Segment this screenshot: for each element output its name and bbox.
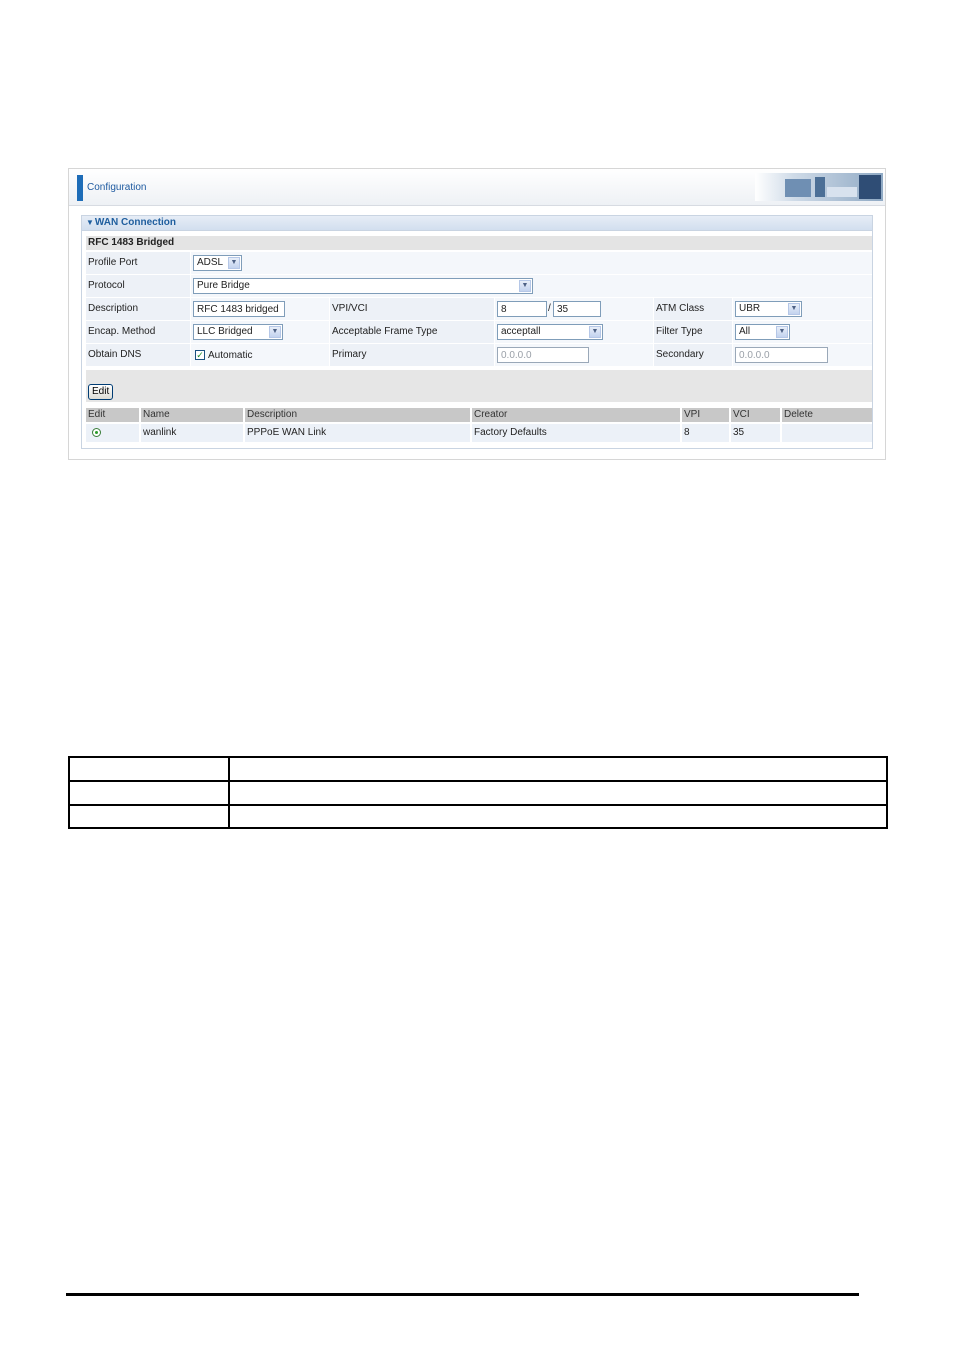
table-divider bbox=[70, 804, 886, 806]
secondary-label: Secondary bbox=[654, 344, 732, 366]
filter-type-value: All bbox=[739, 326, 751, 337]
section-title: RFC 1483 Bridged bbox=[86, 236, 872, 250]
col-header-name: Name bbox=[141, 408, 243, 422]
profile-port-value: ADSL bbox=[197, 257, 224, 268]
automatic-label: Automatic bbox=[208, 350, 253, 361]
atm-class-value: UBR bbox=[739, 303, 761, 314]
row-creator: Factory Defaults bbox=[472, 424, 680, 442]
panel-title: WAN Connection bbox=[94, 217, 177, 228]
checkbox-checked-icon[interactable]: ✓ bbox=[196, 350, 204, 360]
atm-class-select[interactable] bbox=[735, 301, 802, 317]
section-row bbox=[86, 236, 872, 250]
wan-connection-panel bbox=[81, 215, 873, 449]
filter-type-select[interactable] bbox=[735, 324, 790, 340]
chevron-down-icon: ▼ bbox=[776, 326, 788, 338]
frame-type-label: Acceptable Frame Type bbox=[330, 321, 494, 343]
triangle-down-icon: ▼ bbox=[86, 218, 94, 227]
description-input[interactable] bbox=[193, 301, 285, 317]
encap-method-value: LLC Bridged bbox=[197, 326, 253, 337]
protocol-cell bbox=[191, 275, 872, 297]
configuration-header-bar bbox=[69, 169, 885, 206]
chevron-down-icon: ▼ bbox=[519, 280, 531, 292]
protocol-value: Pure Bridge bbox=[197, 280, 250, 291]
row-edit-cell bbox=[86, 424, 139, 442]
chevron-down-icon: ▼ bbox=[228, 257, 240, 269]
chevron-down-icon: ▼ bbox=[269, 326, 281, 338]
vpi-vci-cell bbox=[495, 298, 653, 320]
table-column-divider bbox=[228, 758, 230, 827]
dns-row bbox=[86, 344, 872, 366]
frame-type-cell bbox=[495, 321, 653, 343]
vci-input[interactable] bbox=[553, 301, 601, 317]
radio-selected-icon[interactable] bbox=[92, 428, 101, 437]
frame-type-select[interactable] bbox=[497, 324, 603, 340]
profile-port-row bbox=[86, 252, 872, 274]
secondary-cell bbox=[733, 344, 872, 366]
col-header-delete: Delete bbox=[782, 408, 872, 422]
filter-type-label: Filter Type bbox=[654, 321, 732, 343]
configuration-screenshot bbox=[68, 168, 886, 460]
primary-label: Primary bbox=[330, 344, 494, 366]
office-photo bbox=[755, 173, 883, 201]
table-divider bbox=[70, 780, 886, 782]
atm-class-label: ATM Class bbox=[654, 298, 732, 320]
edit-button[interactable]: Edit bbox=[88, 384, 113, 400]
obtain-dns-label: Obtain DNS bbox=[86, 344, 190, 366]
primary-cell bbox=[495, 344, 653, 366]
row-delete bbox=[782, 424, 872, 442]
col-header-vpi: VPI bbox=[682, 408, 729, 422]
encap-row bbox=[86, 321, 872, 343]
secondary-dns-input[interactable] bbox=[735, 347, 828, 363]
encap-method-select[interactable] bbox=[193, 324, 283, 340]
vpi-vci-label: VPI/VCI bbox=[330, 298, 494, 320]
button-bar bbox=[86, 370, 872, 402]
profile-port-select[interactable] bbox=[193, 255, 242, 271]
frame-type-value: acceptall bbox=[501, 326, 541, 337]
empty-table bbox=[68, 756, 888, 829]
row-vci: 35 bbox=[731, 424, 780, 442]
chevron-down-icon: ▼ bbox=[589, 326, 601, 338]
encap-method-label: Encap. Method bbox=[86, 321, 190, 343]
obtain-dns-cell bbox=[191, 344, 329, 366]
col-header-creator: Creator bbox=[472, 408, 680, 422]
profile-port-cell bbox=[191, 252, 872, 274]
description-row bbox=[86, 298, 872, 320]
vpi-vci-separator: / bbox=[548, 303, 551, 314]
description-label: Description bbox=[86, 298, 190, 320]
page-title: Configuration bbox=[87, 182, 147, 193]
col-header-vci: VCI bbox=[731, 408, 780, 422]
profile-port-label: Profile Port bbox=[86, 252, 190, 274]
footer-rule bbox=[66, 1293, 859, 1296]
encap-method-cell bbox=[191, 321, 329, 343]
row-name: wanlink bbox=[141, 424, 243, 442]
filter-type-cell bbox=[733, 321, 872, 343]
atm-class-cell bbox=[733, 298, 872, 320]
row-vpi: 8 bbox=[682, 424, 729, 442]
col-header-edit: Edit bbox=[86, 408, 139, 422]
panel-header[interactable] bbox=[82, 216, 872, 231]
header-accent-bar bbox=[77, 175, 83, 201]
chevron-down-icon: ▼ bbox=[788, 303, 800, 315]
vpi-input[interactable] bbox=[497, 301, 547, 317]
protocol-label: Protocol bbox=[86, 275, 190, 297]
description-cell bbox=[191, 298, 329, 320]
protocol-row bbox=[86, 275, 872, 297]
protocol-select[interactable] bbox=[193, 278, 533, 294]
primary-dns-input[interactable] bbox=[497, 347, 589, 363]
col-header-description: Description bbox=[245, 408, 470, 422]
row-description: PPPoE WAN Link bbox=[245, 424, 470, 442]
